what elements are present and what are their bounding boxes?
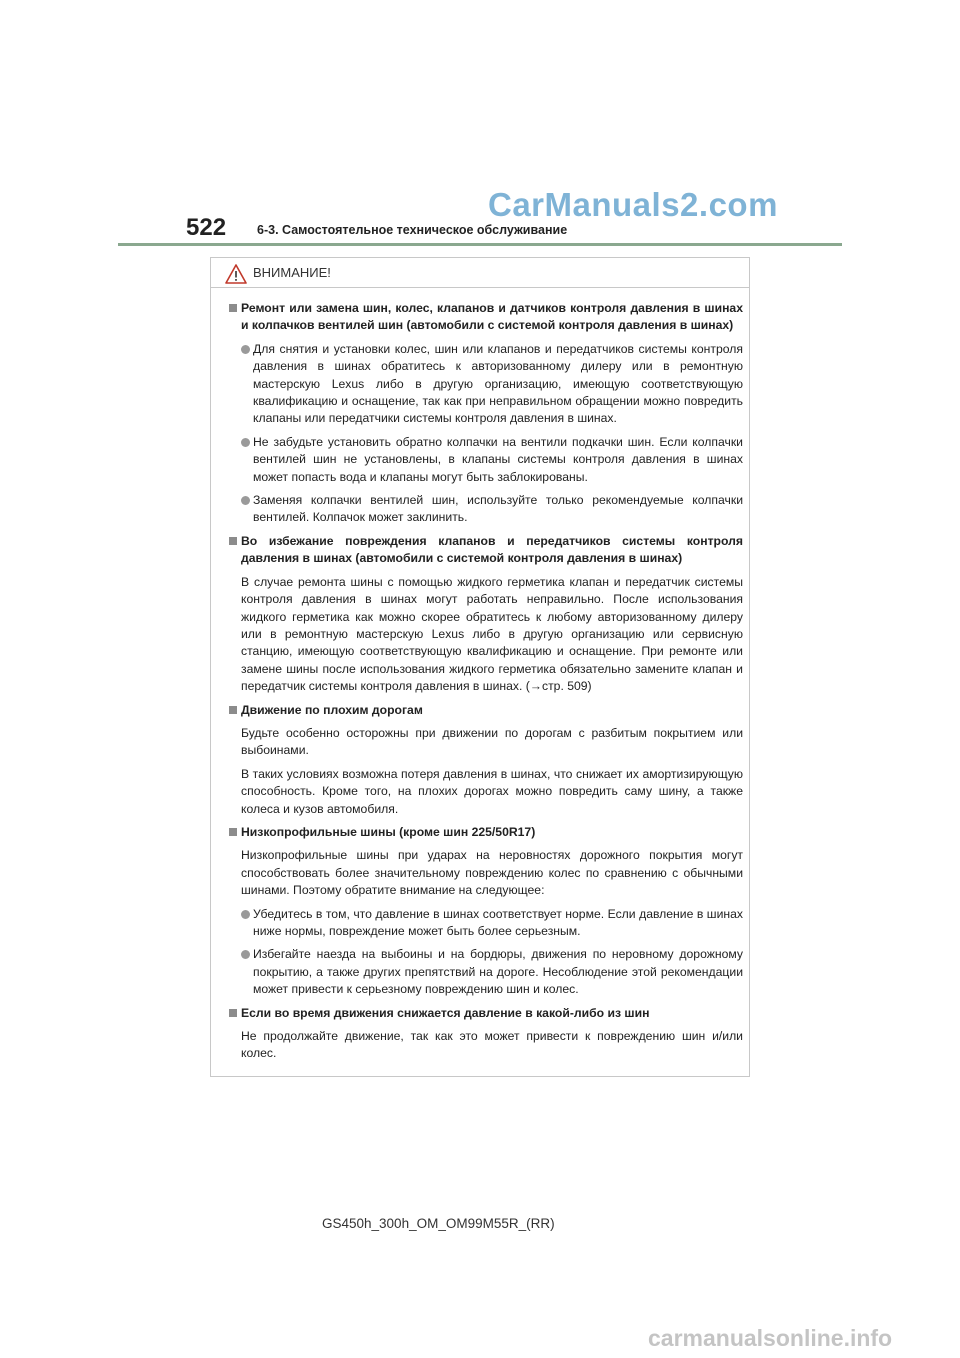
block-text: Движение по плохим дорогам — [241, 702, 423, 717]
block-text: Избегайте наезда на выбоины и на бордюры, движения по неровному дорожному покрытию, а также других препятствий на дороге. Несоблюдение этой рекомендации может привести к серьезному повреждению шин и колес. — [253, 947, 743, 997]
bullet-dot-icon — [241, 910, 250, 919]
section-heading — [229, 300, 743, 335]
block-text: В случае ремонта шины с помощью жидкого герметика клапан и передатчик системы контроля давления в шинах могут работать неправильно. После использования жидкого герметика как можно скорее обратитесь к любому авторизованному дилеру или в ремонтную мастерскую Lexus либо в другую организацию или сервисную станцию, имеющую соответствующую квалификацию и оснащение. При ремонте или замене шины после использования жидкого герметика обязательно замените клапан и передатчик системы контроля давления в шинах. (→стр. 509) — [241, 574, 743, 694]
document-id: GS450h_300h_OM_OM99M55R_(RR) — [322, 1216, 555, 1231]
watermark-top: CarManuals2.com — [488, 186, 778, 223]
bullet-dot-icon — [241, 950, 250, 959]
block-text: Не продолжайте движение, так как это может привести к повреждению шин и/или колес. — [241, 1029, 743, 1061]
bullet-item — [229, 341, 743, 428]
section-square-icon — [229, 706, 237, 714]
section-square-icon — [229, 828, 237, 836]
block-text: Низкопрофильные шины (кроме шин 225/50R17) — [241, 824, 536, 839]
bullet-dot-icon — [241, 438, 250, 447]
block-text: Не забудьте установить обратно колпачки на вентили подкачки шин. Если колпачки вентилей шин не установлены, в клапаны системы контроля давления в шинах может попасть вода и клапаны могут быть заблокированы. — [253, 434, 743, 484]
warning-triangle-icon — [225, 264, 247, 284]
bullet-dot-icon — [241, 345, 250, 354]
section-heading — [229, 702, 743, 719]
warning-box — [210, 257, 750, 1077]
block-text: Заменяя колпачки вентилей шин, используйте только рекомендуемые колпачки вентилей. Колпачок может заклинить. — [253, 493, 743, 525]
paragraph — [229, 725, 743, 760]
warning-content — [229, 300, 743, 1069]
bullet-item — [229, 946, 743, 998]
section-square-icon — [229, 304, 237, 312]
paragraph — [229, 847, 743, 899]
bullet-item — [229, 906, 743, 941]
warning-label: ВНИМАНИЕ! — [253, 265, 331, 280]
block-text: Если во время движения снижается давление в какой-либо из шин — [241, 1005, 650, 1020]
warning-header — [211, 258, 749, 288]
watermark-bottom: carmanualsonline.info — [648, 1325, 893, 1351]
block-text: Убедитесь в том, что давление в шинах соответствует норме. Если давление в шинах ниже нормы, повреждение может быть более серьезным. — [253, 906, 743, 938]
paragraph — [229, 574, 743, 696]
block-text: Ремонт или замена шин, колес, клапанов и датчиков контроля давления в шинах и колпачков вентилей шин (автомобили с системой контроля давления в шинах) — [241, 301, 743, 333]
bullet-item — [229, 434, 743, 486]
section-title: 6-3. Самостоятельное техническое обслуживание — [257, 223, 568, 237]
section-heading — [229, 824, 743, 841]
block-text: Будьте особенно осторожны при движении по дорогам с разбитым покрытием или выбоинами. — [241, 725, 743, 758]
section-square-icon — [229, 1009, 237, 1017]
paragraph — [229, 1028, 743, 1063]
bullet-item — [229, 492, 743, 527]
paragraph — [229, 766, 743, 818]
block-text: В таких условиях возможна потеря давления в шинах, что снижает их амортизирующую способность. Кроме того, на плохих дорогах можно повредить саму шину, а также колеса и кузов автомобиля. — [241, 766, 743, 816]
bullet-dot-icon — [241, 496, 250, 505]
page-number: 522 — [186, 214, 227, 241]
section-square-icon — [229, 537, 237, 545]
header-divider — [118, 243, 842, 246]
section-heading — [229, 1005, 743, 1022]
section-heading — [229, 533, 743, 568]
block-text: Низкопрофильные шины при ударах на неровностях дорожного покрытия могут способствовать более значительному повреждению колес по сравнению с обычными шинами. Поэтому обратите внимание на следующее: — [241, 848, 743, 898]
block-text: Во избежание повреждения клапанов и передатчиков системы контроля давления в шинах (автомобили с системой контроля давления в шинах) — [241, 533, 743, 566]
block-text: Для снятия и установки колес, шин или клапанов и передатчиков системы контроля давления в шинах обратитесь к авторизованному дилеру или в ремонтную мастерскую Lexus либо в другую организацию, имеющую соответствующую квалификацию и оснащение, так как при неправильном обращении можно повредить клапаны или передатчики системы контроля давления в шинах. — [253, 341, 743, 426]
